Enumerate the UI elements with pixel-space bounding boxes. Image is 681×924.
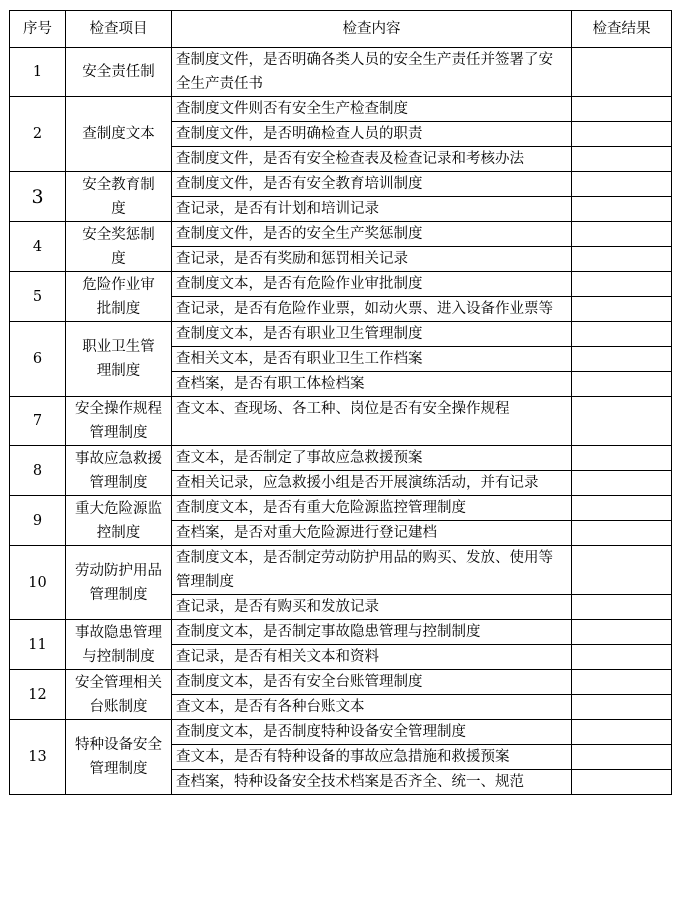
check-item: 重大危险源监控制度 <box>66 496 172 546</box>
table-row <box>10 222 672 247</box>
check-result-cell[interactable] <box>572 720 672 745</box>
check-content: 查档案，是否有职工体检档案 <box>172 372 572 397</box>
check-result-cell[interactable] <box>572 770 672 795</box>
row-number: 4 <box>10 222 66 272</box>
row-number: 3 <box>10 172 66 222</box>
check-item: 特种设备安全管理制度 <box>66 720 172 795</box>
table-row <box>10 322 672 347</box>
check-content: 查相关文本，是否有职业卫生工作档案 <box>172 347 572 372</box>
check-result-cell[interactable] <box>572 297 672 322</box>
check-content: 查制度文件，是否有安全检查表及检查记录和考核办法 <box>172 147 572 172</box>
table-row <box>10 620 672 645</box>
table-row <box>10 48 672 97</box>
check-result-cell[interactable] <box>572 122 672 147</box>
inspection-table <box>9 10 672 795</box>
row-number: 5 <box>10 272 66 322</box>
row-number: 12 <box>10 670 66 720</box>
check-item: 查制度文本 <box>66 97 172 172</box>
check-content: 查制度文件，是否明确各类人员的安全生产责任并签署了安全生产责任书 <box>172 48 572 97</box>
check-content: 查记录，是否有相关文本和资料 <box>172 645 572 670</box>
check-content: 查制度文本，是否有职业卫生管理制度 <box>172 322 572 347</box>
check-item: 事故应急救援管理制度 <box>66 446 172 496</box>
check-result-cell[interactable] <box>572 372 672 397</box>
row-number: 11 <box>10 620 66 670</box>
check-content: 查制度文本，是否有危险作业审批制度 <box>172 272 572 297</box>
table-row <box>10 670 672 695</box>
table-row <box>10 720 672 745</box>
check-content: 查文本，是否有特种设备的事故应急措施和救援预案 <box>172 745 572 770</box>
check-item: 职业卫生管理制度 <box>66 322 172 397</box>
header-row <box>10 11 672 48</box>
check-content: 查制度文件则否有安全生产检查制度 <box>172 97 572 122</box>
check-result-cell[interactable] <box>572 247 672 272</box>
check-result-cell[interactable] <box>572 695 672 720</box>
header-content: 检查内容 <box>172 11 572 48</box>
check-content: 查制度文本，是否制定劳动防护用品的购买、发放、使用等管理制度 <box>172 546 572 595</box>
check-content: 查制度文件，是否的安全生产奖惩制度 <box>172 222 572 247</box>
row-number: 2 <box>10 97 66 172</box>
check-content: 查相关记录，应急救援小组是否开展演练活动，并有记录 <box>172 471 572 496</box>
row-number: 13 <box>10 720 66 795</box>
check-item: 危险作业审批制度 <box>66 272 172 322</box>
table-body <box>10 48 672 795</box>
check-result-cell[interactable] <box>572 347 672 372</box>
check-result-cell[interactable] <box>572 446 672 471</box>
row-number: 10 <box>10 546 66 620</box>
check-result-cell[interactable] <box>572 97 672 122</box>
row-number: 8 <box>10 446 66 496</box>
check-content: 查制度文本，是否制度特种设备安全管理制度 <box>172 720 572 745</box>
row-number: 1 <box>10 48 66 97</box>
check-item: 安全操作规程管理制度 <box>66 397 172 446</box>
check-content: 查记录，是否有奖励和惩罚相关记录 <box>172 247 572 272</box>
row-number: 9 <box>10 496 66 546</box>
row-number: 6 <box>10 322 66 397</box>
check-result-cell[interactable] <box>572 222 672 247</box>
check-result-cell[interactable] <box>572 595 672 620</box>
check-result-cell[interactable] <box>572 272 672 297</box>
check-result-cell[interactable] <box>572 322 672 347</box>
check-content: 查文本，是否有各种台账文本 <box>172 695 572 720</box>
check-result-cell[interactable] <box>572 172 672 197</box>
check-content: 查制度文件，是否明确检查人员的职责 <box>172 122 572 147</box>
check-result-cell[interactable] <box>572 620 672 645</box>
header-no: 序号 <box>10 11 66 48</box>
check-item: 劳动防护用品管理制度 <box>66 546 172 620</box>
check-content: 查文本、查现场、各工种、岗位是否有安全操作规程 <box>172 397 572 446</box>
check-content: 查档案，特种设备安全技术档案是否齐全、统一、规范 <box>172 770 572 795</box>
header-item: 检查项目 <box>66 11 172 48</box>
check-result-cell[interactable] <box>572 471 672 496</box>
table-row <box>10 272 672 297</box>
check-result-cell[interactable] <box>572 670 672 695</box>
check-result-cell[interactable] <box>572 197 672 222</box>
check-result-cell[interactable] <box>572 496 672 521</box>
check-result-cell[interactable] <box>572 546 672 595</box>
table-row <box>10 397 672 446</box>
check-item: 事故隐患管理与控制制度 <box>66 620 172 670</box>
check-result-cell[interactable] <box>572 645 672 670</box>
table-row <box>10 546 672 595</box>
check-item: 安全教育制度 <box>66 172 172 222</box>
table-row <box>10 172 672 197</box>
check-content: 查制度文本，是否制定事故隐患管理与控制制度 <box>172 620 572 645</box>
table-row <box>10 446 672 471</box>
header-result: 检查结果 <box>572 11 672 48</box>
check-result-cell[interactable] <box>572 48 672 97</box>
check-content: 查档案，是否对重大危险源进行登记建档 <box>172 521 572 546</box>
check-content: 查文本，是否制定了事故应急救援预案 <box>172 446 572 471</box>
check-item: 安全奖惩制度 <box>66 222 172 272</box>
table-row <box>10 97 672 122</box>
check-content: 查记录，是否有购买和发放记录 <box>172 595 572 620</box>
check-content: 查制度文本，是否有安全台账管理制度 <box>172 670 572 695</box>
check-content: 查制度文件，是否有安全教育培训制度 <box>172 172 572 197</box>
check-item: 安全责任制 <box>66 48 172 97</box>
check-result-cell[interactable] <box>572 521 672 546</box>
check-result-cell[interactable] <box>572 147 672 172</box>
check-result-cell[interactable] <box>572 397 672 446</box>
check-content: 查记录，是否有计划和培训记录 <box>172 197 572 222</box>
check-item: 安全管理相关台账制度 <box>66 670 172 720</box>
check-content: 查制度文本，是否有重大危险源监控管理制度 <box>172 496 572 521</box>
check-result-cell[interactable] <box>572 745 672 770</box>
table-row <box>10 496 672 521</box>
row-number: 7 <box>10 397 66 446</box>
check-content: 查记录，是否有危险作业票，如动火票、进入设备作业票等 <box>172 297 572 322</box>
